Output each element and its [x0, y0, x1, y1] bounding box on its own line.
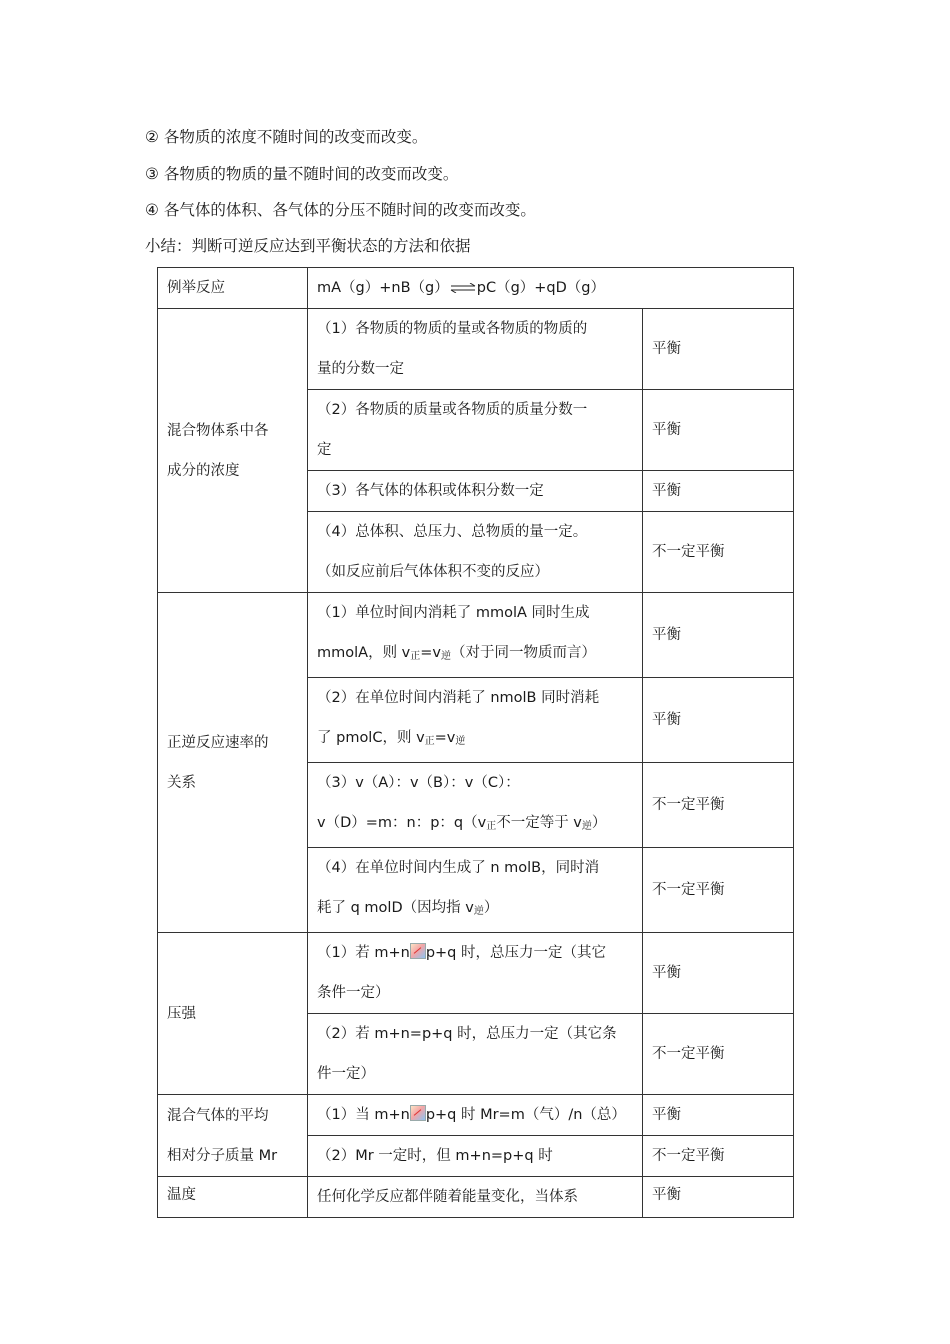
header-reaction: [308, 268, 794, 309]
result-cell: 不一定平衡: [643, 512, 794, 593]
summary-heading: 小结：判断可逆反应达到平衡状态的方法和依据: [145, 237, 471, 255]
condition-text: （如反应前后气体体积不变的反应）: [317, 564, 549, 580]
subscript-forward: 正: [424, 736, 435, 747]
broken-image-icon: [410, 1105, 426, 1121]
paragraph-concentration: ② 各物质的浓度不随时间的改变而改变。: [145, 128, 428, 146]
result-cell: 不一定平衡: [643, 848, 794, 933]
table-row-header: [158, 268, 794, 309]
category-label: 关系: [167, 774, 196, 791]
broken-image-icon: [410, 943, 426, 959]
condition-text: （4）在单位时间内生成了 n molB，同时消: [317, 860, 600, 876]
result-cell: 不一定平衡: [643, 1136, 794, 1177]
category-pressure: 压强: [158, 933, 308, 1095]
subscript-reverse: 逆: [581, 821, 592, 832]
condition-text: （对于同一物质而言）: [451, 645, 596, 661]
condition-text: 任何化学反应都伴随着能量变化，当体系: [317, 1189, 578, 1205]
table-row: [158, 1177, 794, 1218]
category-molar-mass: [158, 1095, 308, 1177]
condition-text: （2）各物质的质量或各物质的质量分数一: [317, 402, 588, 418]
condition-text: p+q 时 Mr=m（气）/n（总）: [425, 1107, 626, 1123]
condition-cell: [308, 309, 643, 390]
category-rate: [158, 593, 308, 933]
category-temperature: 温度: [158, 1177, 308, 1218]
subscript-reverse: 逆: [455, 736, 466, 747]
category-label: 混合物体系中各: [167, 422, 269, 439]
condition-text: =v: [420, 645, 441, 661]
condition-cell: [308, 763, 643, 848]
reaction-right: pC（g）+qD（g）: [476, 280, 606, 296]
header-label: 例举反应: [158, 268, 308, 309]
condition-cell: [308, 1095, 643, 1136]
condition-cell: [308, 1177, 643, 1218]
condition-text: 条件一定）: [317, 985, 390, 1001]
condition-text: （4）总体积、总压力、总物质的量一定。: [317, 524, 588, 540]
condition-text: （2）在单位时间内消耗了 nmolB 同时消耗: [317, 690, 600, 706]
result-cell: 平衡: [643, 309, 794, 390]
condition-text: v（D）=m：n：p：q（v: [317, 815, 487, 831]
result-cell: 平衡: [643, 593, 794, 678]
condition-text: （3）各气体的体积或体积分数一定: [317, 483, 544, 499]
condition-text: （1）各物质的物质的量或各物质的物质的: [317, 321, 588, 337]
category-concentration: [158, 309, 308, 593]
condition-text: 件一定）: [317, 1066, 375, 1082]
result-cell: 平衡: [643, 678, 794, 763]
condition-text: 定: [317, 442, 332, 458]
subscript-reverse: 逆: [473, 906, 484, 917]
condition-cell: [308, 593, 643, 678]
category-label: 混合气体的平均: [167, 1107, 269, 1124]
condition-text: （2）若 m+n=p+q 时，总压力一定（其它条: [317, 1026, 617, 1042]
subscript-forward: 正: [486, 821, 497, 832]
condition-cell: [308, 390, 643, 471]
equilibrium-criteria-table: [157, 267, 794, 1218]
paragraph-volume-pressure: ④ 各气体的体积、各气体的分压不随时间的改变而改变。: [145, 201, 536, 219]
condition-text: 了 pmolC，则 v: [317, 730, 425, 746]
subscript-reverse: 逆: [441, 651, 451, 662]
condition-text: ）: [483, 900, 499, 916]
condition-text: ）: [591, 815, 607, 831]
condition-text: 耗了 q molD（因均指 v: [317, 900, 474, 916]
condition-cell: [308, 512, 643, 593]
condition-cell: [308, 471, 643, 512]
table-row: [158, 933, 794, 1014]
condition-text: mmolA，则 v: [317, 645, 411, 661]
condition-text: （2）Mr 一定时，但 m+n=p+q 时: [317, 1148, 553, 1164]
table-row: [158, 1095, 794, 1136]
equilibrium-arrow-icon: [450, 283, 476, 293]
result-cell: 不一定平衡: [643, 1014, 794, 1095]
result-cell: 平衡: [643, 1095, 794, 1136]
condition-cell: [308, 678, 643, 763]
result-cell: 平衡: [643, 471, 794, 512]
condition-cell: [308, 1014, 643, 1095]
condition-text: （1）当 m+n: [317, 1107, 410, 1123]
condition-text: =v: [434, 730, 456, 746]
table-row: [158, 309, 794, 390]
table-row: [158, 593, 794, 678]
category-label: 相对分子质量 Mr: [167, 1147, 278, 1164]
reaction-left: mA（g）+nB（g）: [317, 280, 449, 296]
paragraph-amount: ③ 各物质的物质的量不随时间的改变而改变。: [145, 165, 459, 183]
result-cell: 平衡: [643, 1177, 794, 1218]
condition-text: 量的分数一定: [317, 361, 404, 377]
condition-text: （1）单位时间内消耗了 mmolA 同时生成: [317, 605, 590, 621]
condition-text: （1）若 m+n: [317, 945, 410, 961]
condition-text: 不一定等于 v: [496, 815, 582, 831]
condition-cell: [308, 848, 643, 933]
result-cell: 不一定平衡: [643, 763, 794, 848]
result-cell: 平衡: [643, 933, 794, 1014]
condition-cell: [308, 933, 643, 1014]
subscript-forward: 正: [410, 651, 421, 662]
condition-cell: [308, 1136, 643, 1177]
condition-text: p+q 时，总压力一定（其它: [425, 945, 606, 961]
condition-text: （3）v（A）：v（B）：v（C）：: [317, 775, 520, 791]
category-label: 正逆反应速率的: [167, 734, 269, 751]
result-cell: 平衡: [643, 390, 794, 471]
category-label: 成分的浓度: [167, 462, 240, 479]
